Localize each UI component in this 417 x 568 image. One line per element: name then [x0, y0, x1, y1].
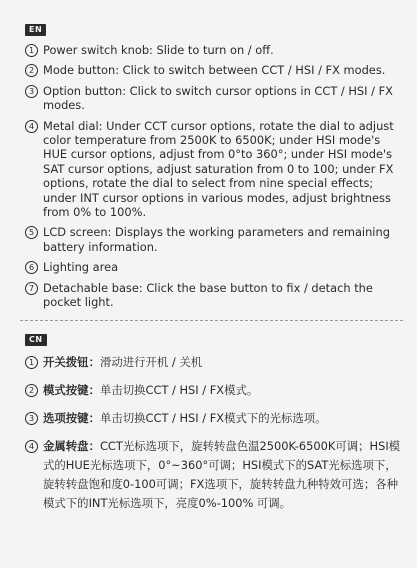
item-text: CCT光标选项下，旋转转盘色温2500K-6500K可调；HSI模式的HUE光标选项下，0°~360°可调；HSI模式下的SAT光标选项下，旋转转盘饱和度0-100可调；FX选项下，旋转转盘九种特效可选；各种模式下的INT光标选项下，亮度0%-100% 可调。	[43, 438, 401, 510]
english-section	[25, 21, 403, 310]
list-item	[25, 43, 403, 57]
circled-number: 1	[25, 44, 38, 57]
circled-number: 5	[25, 226, 38, 239]
item-term: 开关拨钮：	[43, 354, 100, 369]
circled-number: 7	[25, 282, 38, 295]
section-divider	[20, 320, 403, 321]
circled-number: 4	[25, 120, 38, 133]
circled-number: 3	[25, 412, 38, 425]
list-item	[25, 84, 403, 113]
item-text: Metal dial: Under CCT cursor options, rotate the dial to adjust color temperature from 2500K to 6500K; under HSI mode's HUE cursor options, adjust from 0°to 360°; under HSI mode's SAT cursor options, adjust saturation from 0 to 100; under FX options, rotate the dial to select from nine special effects; under INT cursor options in various modes, adjust brightness from 0% to 100%.	[43, 118, 394, 220]
item-text: 单击切换CCT / HSI / FX模式。	[99, 382, 259, 397]
circled-number: 3	[25, 85, 38, 98]
list-item	[25, 437, 403, 513]
item-text: 单击切换CCT / HSI / FX模式下的光标选项。	[99, 410, 327, 425]
item-text: LCD screen: Displays the working parameters and remaining battery information.	[43, 225, 390, 254]
list-item	[25, 225, 403, 254]
item-text: Mode button: Click to switch between CCT / HSI / FX modes.	[43, 63, 386, 78]
item-term: 金属转盘：	[43, 438, 100, 453]
list-item	[25, 409, 403, 428]
item-term: 模式按键：	[43, 382, 100, 397]
list-item	[25, 63, 403, 77]
list-item	[25, 381, 403, 400]
item-text: Option button: Click to switch cursor options in CCT / HSI / FX modes.	[43, 83, 393, 113]
circled-number: 2	[25, 64, 38, 77]
item-term: 选项按键：	[43, 410, 100, 425]
item-text: 滑动进行开机 / 关机	[99, 354, 203, 369]
english-list	[25, 43, 403, 310]
list-item	[25, 353, 403, 372]
list-item	[25, 281, 403, 310]
list-item	[25, 119, 403, 220]
circled-number: 1	[25, 356, 38, 369]
circled-number: 2	[25, 384, 38, 397]
item-text: Power switch knob: Slide to turn on / off.	[43, 43, 274, 57]
lang-badge-cn: CN	[25, 334, 47, 346]
circled-number: 4	[25, 440, 38, 453]
list-item	[25, 260, 403, 274]
circled-number: 6	[25, 261, 38, 274]
chinese-list	[25, 353, 403, 513]
lang-badge-en: EN	[25, 24, 46, 36]
item-text: Detachable base: Click the base button to fix / detach the pocket light.	[43, 280, 373, 310]
chinese-section	[25, 331, 403, 513]
item-text: Lighting area	[43, 260, 119, 275]
